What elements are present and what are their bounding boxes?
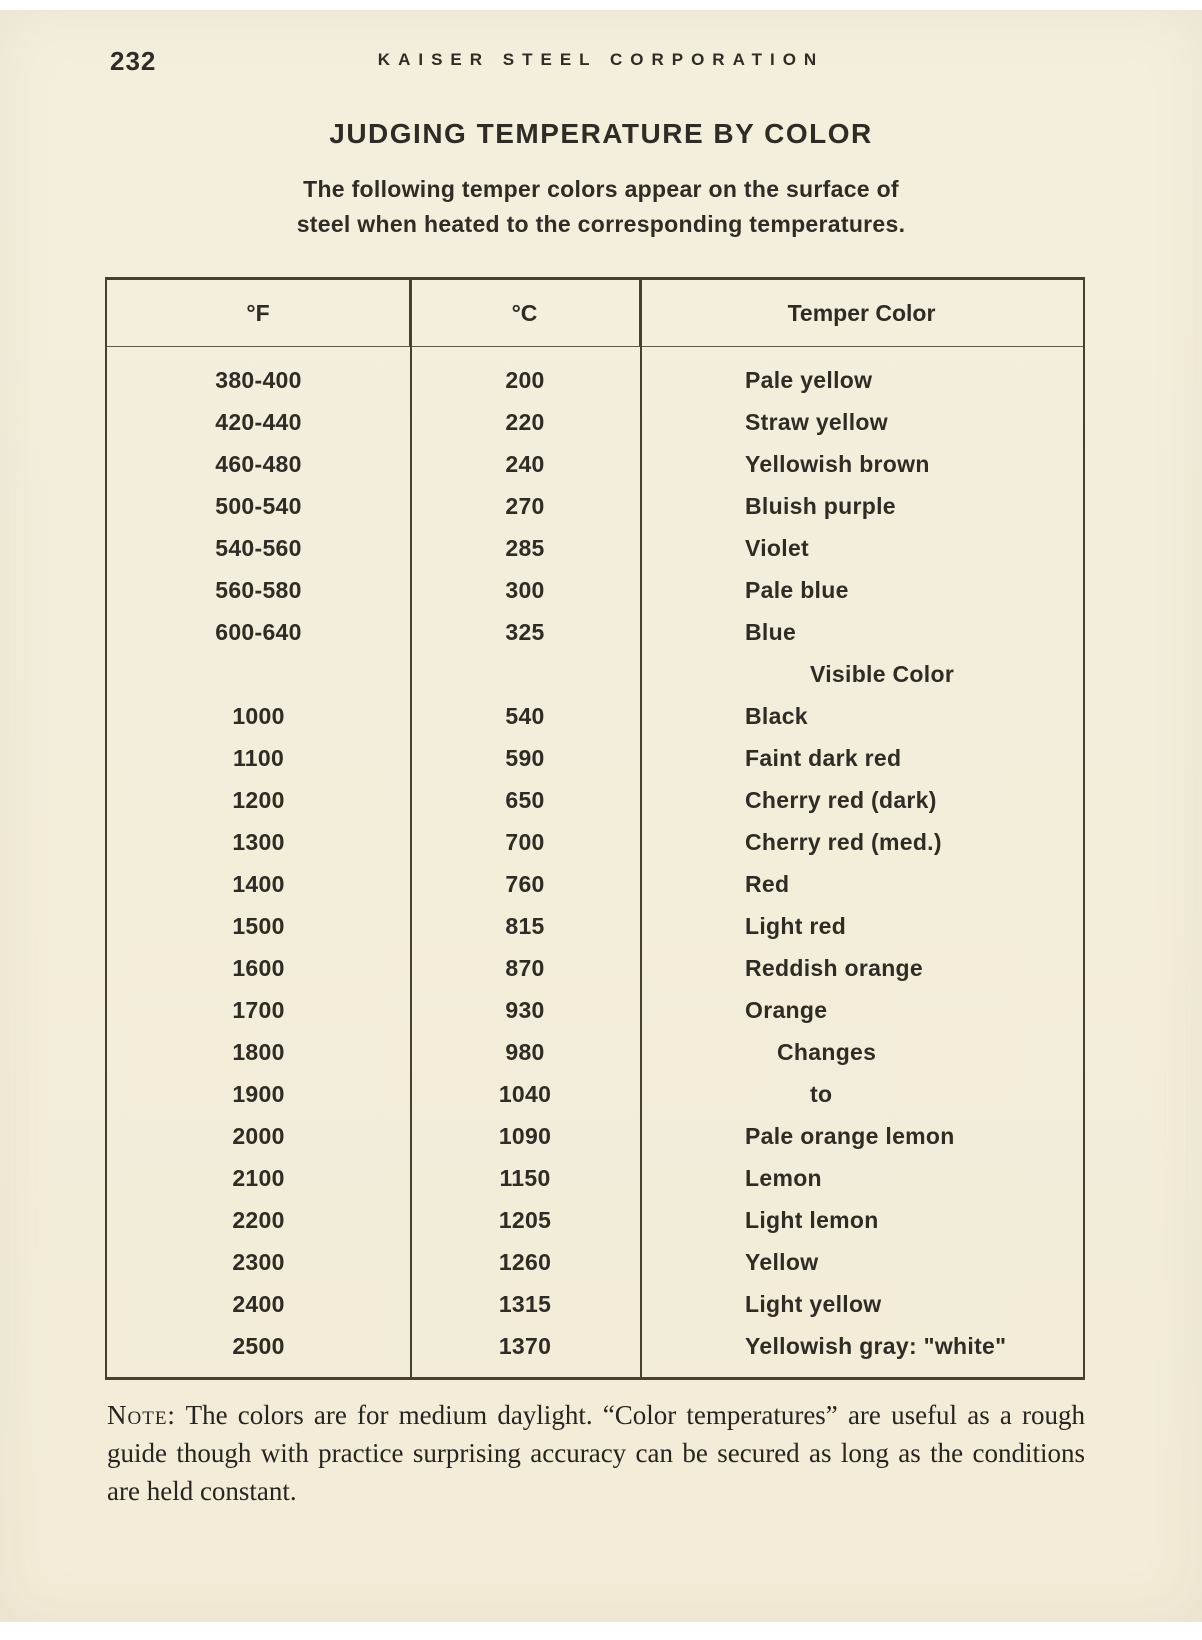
cell-fahrenheit: 1400 (232, 871, 285, 897)
cell-fahrenheit: 1100 (232, 745, 285, 771)
table-row (107, 1325, 1083, 1367)
subtitle-line-1: The following temper colors appear on the surface of (303, 176, 899, 202)
cell-temper-color: Yellow (745, 1249, 819, 1275)
table-row (107, 443, 1083, 485)
cell-celsius: 220 (505, 409, 545, 435)
table-row (107, 401, 1083, 443)
cell-celsius: 1150 (499, 1165, 551, 1191)
cell-celsius: 870 (505, 955, 545, 981)
table-row (107, 1073, 1083, 1115)
cell-fahrenheit: 380-400 (215, 367, 302, 393)
column-header-fahrenheit: °F (107, 280, 410, 346)
table-row (107, 1283, 1083, 1325)
table-row (107, 989, 1083, 1031)
book-page (0, 10, 1202, 1622)
cell-fahrenheit: 2200 (232, 1207, 285, 1233)
cell-temper-color: Lemon (745, 1165, 822, 1191)
cell-fahrenheit: 540-560 (215, 535, 302, 561)
cell-fahrenheit: 420-440 (215, 409, 302, 435)
cell-temper-color: Red (745, 871, 790, 897)
cell-celsius: 1090 (498, 1123, 552, 1149)
table-row (107, 821, 1083, 863)
cell-celsius: 540 (505, 703, 545, 729)
table-row (107, 569, 1083, 611)
cell-temper-color: Straw yellow (745, 409, 888, 435)
cell-celsius: 815 (505, 913, 545, 939)
cell-fahrenheit: 2300 (232, 1249, 285, 1275)
cell-celsius: 325 (505, 619, 545, 645)
cell-temper-color: Pale yellow (745, 367, 873, 393)
table-row (107, 737, 1083, 779)
cell-celsius: 1260 (498, 1249, 552, 1275)
cell-temper-color: Yellowish brown (745, 451, 930, 477)
section-title: JUDGING TEMPERATURE BY COLOR (329, 118, 873, 149)
scan-edge-top (0, 0, 1202, 10)
table-row (107, 779, 1083, 821)
cell-temper-color: Pale blue (745, 577, 849, 603)
cell-fahrenheit (107, 653, 410, 695)
cell-temper-color: Cherry red (dark) (745, 787, 937, 813)
table-header-row (107, 280, 1083, 347)
cell-celsius: 270 (505, 493, 545, 519)
cell-temper-color: Cherry red (med.) (745, 829, 942, 855)
cell-temper-color: Yellowish gray: "white" (745, 1333, 1007, 1359)
table-row (107, 485, 1083, 527)
column-header-temper-color: Temper Color (787, 300, 936, 326)
cell-temper-color: Light red (745, 913, 847, 939)
table-row (107, 1115, 1083, 1157)
cell-celsius: 760 (505, 871, 545, 897)
cell-fahrenheit: 2500 (232, 1333, 285, 1359)
cell-temper-color: Visible Color (810, 661, 955, 687)
footnote-label: Note: (107, 1400, 176, 1430)
cell-fahrenheit: 2000 (232, 1123, 285, 1149)
cell-temper-color: Changes (777, 1039, 877, 1065)
cell-fahrenheit: 2100 (232, 1165, 285, 1191)
subtitle (0, 172, 1202, 242)
cell-celsius: 650 (505, 787, 545, 813)
cell-temper-color: Blue (745, 619, 797, 645)
cell-fahrenheit: 1600 (232, 955, 285, 981)
cell-temper-color: Black (745, 703, 808, 729)
footnote (107, 1396, 1085, 1510)
cell-fahrenheit: 1800 (232, 1039, 285, 1065)
cell-temper-color: to (810, 1081, 833, 1107)
cell-celsius: 930 (505, 997, 545, 1023)
table-row (107, 947, 1083, 989)
cell-temper-color: Bluish purple (745, 493, 896, 519)
cell-celsius: 1040 (498, 1081, 552, 1107)
cell-fahrenheit: 1200 (232, 787, 285, 813)
cell-celsius: 300 (505, 577, 545, 603)
cell-temper-color: Faint dark red (745, 745, 902, 771)
cell-fahrenheit: 1000 (232, 703, 285, 729)
table-row (107, 1199, 1083, 1241)
table-row (107, 653, 1083, 695)
subtitle-line-2: steel when heated to the corresponding temperatures. (296, 211, 906, 237)
running-header: KAISER STEEL CORPORATION (377, 50, 825, 69)
cell-temper-color: Violet (745, 535, 810, 561)
table-row (107, 1157, 1083, 1199)
cell-fahrenheit: 1300 (232, 829, 285, 855)
cell-fahrenheit: 2400 (232, 1291, 285, 1317)
page-number: 232 (110, 46, 157, 76)
cell-celsius: 590 (505, 745, 545, 771)
table-row (107, 905, 1083, 947)
column-divider-2 (640, 280, 642, 1377)
cell-celsius: 285 (505, 535, 545, 561)
cell-temper-color: Light lemon (745, 1207, 879, 1233)
table-row (107, 527, 1083, 569)
cell-temper-color: Orange (745, 997, 828, 1023)
page-header (0, 46, 1202, 80)
cell-fahrenheit: 560-580 (215, 577, 302, 603)
cell-celsius: 1370 (498, 1333, 552, 1359)
table-row (107, 359, 1083, 401)
cell-fahrenheit: 1500 (232, 913, 285, 939)
cell-fahrenheit: 460-480 (215, 451, 302, 477)
cell-fahrenheit: 1900 (232, 1081, 285, 1107)
table-row (107, 611, 1083, 653)
cell-temper-color: Light yellow (745, 1291, 882, 1317)
cell-celsius: 1315 (498, 1291, 552, 1317)
cell-temper-color: Pale orange lemon (745, 1123, 955, 1149)
table-row (107, 863, 1083, 905)
table-row (107, 695, 1083, 737)
cell-temper-color: Reddish orange (745, 955, 924, 981)
cell-fahrenheit: 1700 (232, 997, 285, 1023)
cell-celsius: 980 (505, 1039, 545, 1065)
cell-celsius: 700 (505, 829, 545, 855)
scan-edge-bottom (0, 1622, 1202, 1640)
cell-celsius: 240 (505, 451, 545, 477)
cell-fahrenheit: 500-540 (215, 493, 302, 519)
column-header-celsius: °C (410, 280, 640, 346)
cell-fahrenheit: 600-640 (215, 619, 302, 645)
temper-color-table (105, 277, 1085, 1380)
column-divider-1 (410, 280, 412, 1377)
table-body (107, 347, 1083, 1377)
cell-celsius: 1205 (498, 1207, 552, 1233)
cell-celsius: 200 (505, 367, 545, 393)
table-row (107, 1031, 1083, 1073)
cell-celsius (410, 653, 640, 695)
footnote-text: The colors are for medium daylight. “Color temperatures” are useful as a rough guide though with practice surprising accuracy can be secured as long as the conditions are held constant. (107, 1400, 1086, 1506)
table-row (107, 1241, 1083, 1283)
